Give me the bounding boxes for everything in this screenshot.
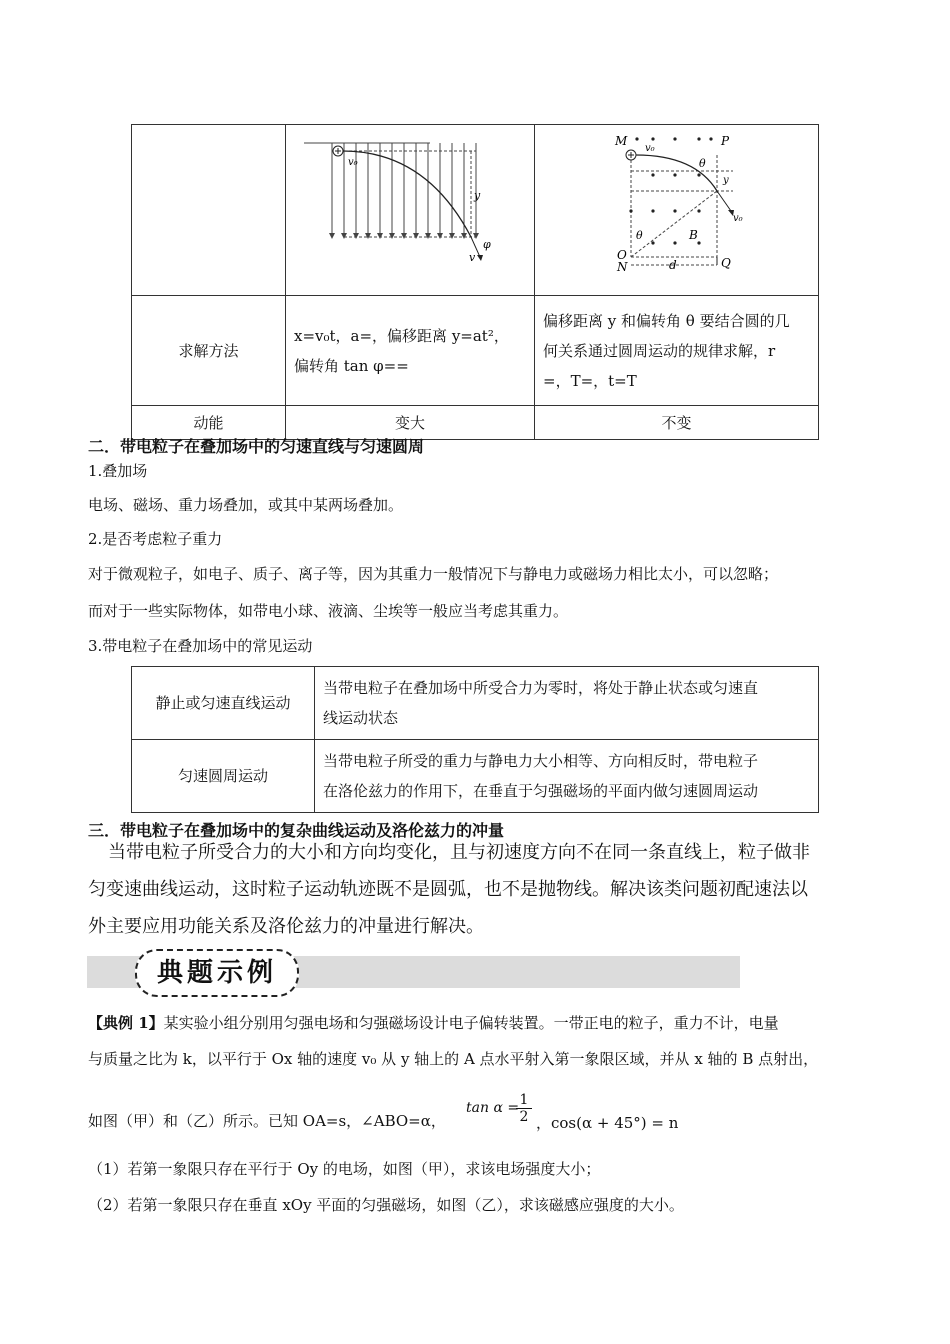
row2-text1: 当带电粒子所受的重力与静电力大小相等、方向相反时，带电粒子 xyxy=(323,752,759,770)
ke-label: 动能 xyxy=(193,413,224,432)
row2-text2: 在洛伦兹力的作用下，在垂直于匀强磁场的平面内做匀速圆周运动 xyxy=(323,782,759,800)
section2-s3-title: 3.带电粒子在叠加场中的常见运动 xyxy=(88,637,313,655)
bfield-O-label: O xyxy=(617,248,627,262)
example-text3: 如图（甲）和（乙）所示。已知 OA=s，∠ABO=α， xyxy=(88,1112,446,1130)
method-bfield-line3: =，T=，t=T xyxy=(543,371,637,390)
row1-label: 静止或匀速直线运动 xyxy=(155,694,291,712)
bfield-N-label: N xyxy=(617,260,628,274)
section3-line1: 当带电粒子所受合力的大小和方向均变化，且与初速度方向不在同一条直线上，粒子做非 xyxy=(108,842,810,863)
ke-bfield: 不变 xyxy=(661,413,692,432)
section2-s1-text: 电场、磁场、重力场叠加，或其中某两场叠加。 xyxy=(88,496,404,514)
bfield-figure-cell xyxy=(535,125,819,296)
row1-text1: 当带电粒子在叠加场中所受合力为零时，将处于静止状态或匀速直 xyxy=(323,679,759,697)
example-line1 xyxy=(88,1012,779,1033)
section2-s2-title: 2.是否考虑粒子重力 xyxy=(88,530,223,548)
method-label: 求解方法 xyxy=(178,341,239,360)
section3-line2: 匀变速曲线运动，这时粒子运动轨迹既不是圆弧，也不是抛物线。解决该类问题初配速法以 xyxy=(88,879,808,900)
example-text1: 某实验小组分别用匀强电场和匀强磁场设计电子偏转装置。一带正电的粒子，重力不计，电量 xyxy=(163,1014,779,1032)
tan-fraction xyxy=(516,1092,532,1125)
table1-empty-cell xyxy=(132,125,286,296)
section2-s2-text1: 对于微观粒子，如电子、质子、离子等，因为其重力一般情况下与静电力或磁场力相比太小，可以忽略； xyxy=(88,565,779,583)
method-efield-line2: 偏转角 tan φ== xyxy=(294,356,409,375)
bfield-B-label: B xyxy=(689,228,698,242)
bfield-y-label: y xyxy=(723,175,729,186)
section2-title: 二．带电粒子在叠加场中的匀速直线与匀速圆周 xyxy=(88,437,425,456)
bfield-v0b-label: v₀ xyxy=(733,213,743,224)
common-motion-table xyxy=(131,666,819,813)
efield-phi-label: φ xyxy=(483,238,491,251)
efield-figure-cell xyxy=(286,125,535,296)
efield-v0-label: v₀ xyxy=(348,157,358,168)
bfield-M-label: M xyxy=(615,134,628,148)
tan-numerator: 1 xyxy=(519,1092,529,1108)
row2-label-cell xyxy=(132,740,315,813)
section2-s2-text2: 而对于一些实际物体，如带电小球、液滴、尘埃等一般应当考虑其重力。 xyxy=(88,602,569,620)
tan-formula xyxy=(466,1100,519,1116)
bfield-theta-label: θ xyxy=(699,157,706,170)
ke-efield: 变大 xyxy=(394,413,425,432)
method-efield-line1: x=v₀t，a=，偏移距离 y=at²， xyxy=(294,326,509,345)
question-2: （2）若第一象限只存在垂直 xOy 平面的匀强磁场，如图（乙），求该磁感应强度的大小。 xyxy=(88,1196,684,1214)
cos-formula: ，cos(α + 45°) = n xyxy=(536,1114,679,1132)
row1-text-cell xyxy=(315,667,819,740)
efield-y-label: y xyxy=(474,189,481,202)
example-line3 xyxy=(88,1110,446,1131)
row2-label: 匀速圆周运动 xyxy=(177,767,268,785)
method-bfield-line1: 偏移距离 y 和偏转角 θ 要结合圆的几 xyxy=(543,311,790,330)
efield-deflection-figure xyxy=(286,125,534,285)
ke-bfield-cell xyxy=(535,406,819,440)
efield-v-label: v xyxy=(469,251,476,264)
method-label-cell xyxy=(132,296,286,406)
tan-lhs: tan α = xyxy=(466,1100,520,1116)
row1-text2: 线运动状态 xyxy=(323,709,399,727)
bfield-theta2-label: θ xyxy=(636,229,643,242)
section2-s1-title: 1.叠加场 xyxy=(88,462,148,480)
method-efield-cell xyxy=(286,296,535,406)
bfield-Q-label: Q xyxy=(721,256,731,270)
bfield-v0-label: v₀ xyxy=(645,143,655,154)
example-line2: 与质量之比为 k，以平行于 Ox 轴的速度 v₀ 从 y 轴上的 A 点水平射入第一象限区域，并从 x 轴的 B 点射出， xyxy=(88,1050,819,1068)
row1-label-cell xyxy=(132,667,315,740)
example-banner-label: 典题示例 xyxy=(135,949,299,997)
row2-text-cell xyxy=(315,740,819,813)
bfield-d-label: d xyxy=(669,258,677,272)
tan-denominator: 2 xyxy=(516,1108,532,1125)
example-tag: 【典例 1】 xyxy=(88,1014,164,1032)
bfield-deflection-figure xyxy=(535,125,818,285)
section3-line3: 外主要应用功能关系及洛伦兹力的冲量进行解决。 xyxy=(88,916,484,937)
method-bfield-line2: 何关系通过圆周运动的规律求解，r xyxy=(543,341,776,360)
bfield-P-label: P xyxy=(721,134,730,148)
section3-title: 三．带电粒子在叠加场中的复杂曲线运动及洛伦兹力的冲量 xyxy=(88,821,505,840)
question-1: （1）若第一象限只存在平行于 Oy 的电场，如图（甲），求该电场强度大小； xyxy=(88,1160,601,1178)
method-bfield-cell xyxy=(535,296,819,406)
motion-comparison-table xyxy=(131,124,819,440)
